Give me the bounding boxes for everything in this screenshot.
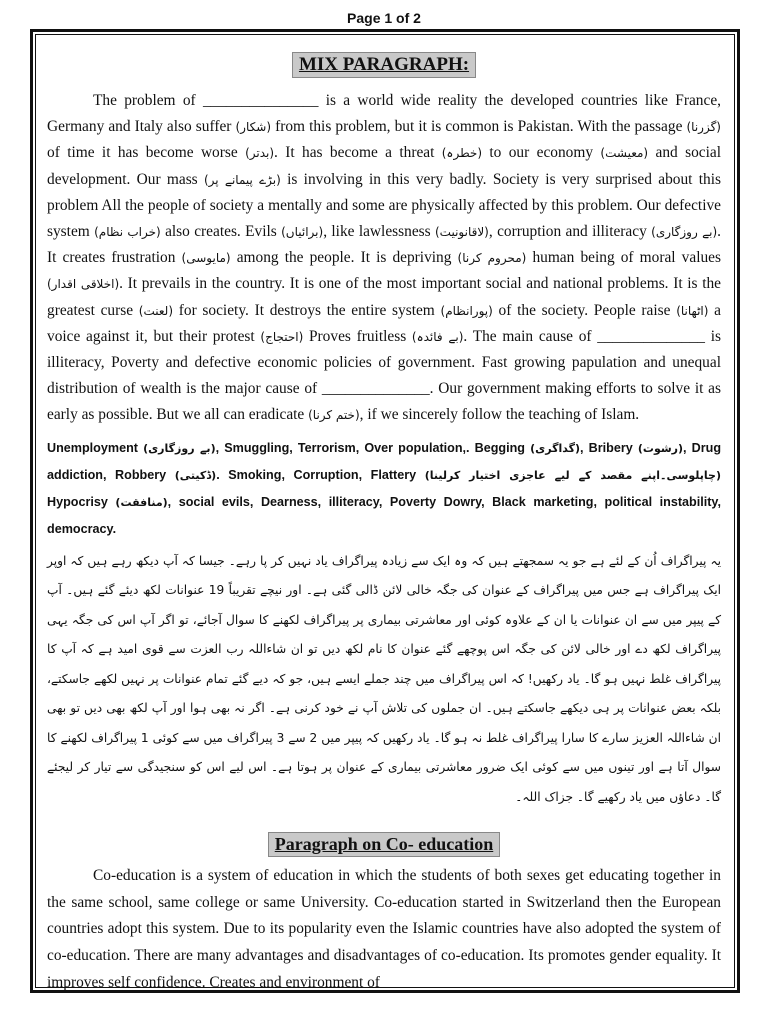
urdu-meaning: (ڈکیتی) — [174, 468, 217, 482]
paragraph-text-segment: of the society. People raise — [492, 301, 677, 319]
paragraph-text-segment: human being of moral values — [526, 249, 721, 267]
paragraph-text-segment: from this problem, but it is common is Pakistan. With the passage — [271, 118, 687, 136]
urdu-meaning: (لعنت) — [138, 303, 174, 318]
urdu-meaning: (مایوسی) — [181, 251, 231, 266]
section-title-mix-paragraph: MIX PARAGRAPH: — [292, 52, 476, 78]
paragraph-text-segment: . It has become a threat — [274, 144, 442, 162]
co-education-paragraph-body: Co-education is a system of education in which the students of both sexes get educating together in the same school, same college or same University. Co-education started in Switzerland then the European countries adopt this system. Due to its popularity even the Islamic countries have also adopted the system of co-education. There are many advantages and disadvantages of co-education. Its promotes gender equality. It improves self confidence. Creates and environment of — [47, 867, 721, 991]
paragraph-text-segment: Proves fruitless — [303, 327, 412, 345]
section-title-co-education: Paragraph on Co- education — [268, 832, 501, 857]
paragraph-text-segment: a voice against it, but their protest — [47, 301, 721, 345]
paragraph-text-segment: for society. It destroys the entire system — [173, 301, 441, 319]
urdu-meaning: (چاپلوسی۔اپنے مقصد کے لیے عاجزی اختیار کرلینا) — [424, 468, 721, 482]
paragraph-text-segment: and social development. Our mass — [47, 144, 721, 188]
paragraph-text-segment: . It creates frustration — [47, 223, 721, 267]
topic-word-segment: . Smoking, Corruption, Flattery — [216, 467, 425, 482]
paragraph-text-segment: The problem of _______________ is a world wide reality the developed countries like France, Germany and Italy also suffer — [47, 92, 721, 136]
paragraph-text-segment: also creates. Evils — [160, 223, 282, 241]
paragraph-text-segment: of time it has become worse — [47, 144, 246, 162]
paragraph-text-segment: , corruption and illiteracy — [488, 223, 652, 241]
paragraph-text-segment: . It prevails in the country. It is one of the most important social and national problems. It is the greatest curse — [47, 275, 721, 319]
topic-word-segment: Hypocrisy — [47, 494, 116, 509]
urdu-meaning: (برائیاں) — [281, 225, 324, 240]
paragraph-text-segment: among the people. It is depriving — [230, 249, 458, 267]
topic-word-segment: , social evils, Dearness, illiteracy, Poverty Dowry, Black marketing, political instability, democracy. — [47, 494, 721, 536]
urdu-meaning: (منافقت) — [115, 495, 168, 509]
paragraph-text-segment: . The main cause of ______________ is illiteracy, Poverty and defective economic policies of government. Fast growing papulation and unequal distribution of wealth is the major cause of ______________. Our government making efforts to solve it as early as possible. But we all can eradicate — [47, 327, 721, 424]
urdu-meaning: (محروم کرنا) — [457, 251, 527, 266]
page-number-header: Page 1 of 2 — [347, 10, 421, 26]
urdu-meaning: (احتجاج) — [260, 329, 304, 344]
topic-word-segment: , Drug addiction, Robbery — [47, 440, 722, 482]
urdu-meaning: (معیشت) — [600, 146, 649, 161]
urdu-meaning: (بڑے پیمانے پر) — [204, 172, 281, 187]
paragraph-text-segment: to our economy — [482, 144, 601, 162]
urdu-meaning: (پورانظام) — [440, 303, 493, 318]
urdu-meaning: (گداگری) — [530, 441, 581, 455]
urdu-meaning: (بے فائدہ) — [411, 329, 464, 344]
page-content — [47, 52, 721, 996]
urdu-meaning: (گزرنا) — [686, 120, 721, 135]
urdu-meaning: (اٹھانا) — [676, 303, 709, 318]
urdu-meaning: (شکار) — [235, 120, 271, 135]
urdu-meaning: (ختم کرنا) — [308, 408, 360, 423]
mix-paragraph-body — [47, 88, 721, 429]
urdu-meaning: (بے روزگاری) — [651, 225, 718, 240]
urdu-meaning: (خراب نظام) — [94, 225, 161, 240]
paragraph-text-segment: , like lawlessness — [323, 223, 435, 241]
paragraph-text-segment: , if we sincerely follow the teaching of Islam. — [359, 406, 640, 424]
urdu-instruction-note: یہ پیراگراف اُن کے لئے ہے جو یہ سمجھتے ہیں کہ وہ ایک سے زیادہ پیراگراف یاد نہیں کر پا رہے۔ جیسا کہ آپ دیکھ رہے ہیں کہ اوپر ایک پیراگراف ہے جس میں پیراگراف کے عنوان کی جگہ خالی لائن ڈالی گئی ہے۔ اور نیچے تقریباً 19 عنوانات لکھ دیئے گئے ہیں۔ آپ کے پیپر میں سے ان عنوانات یا ان کے علاوہ کوئی اور معاشرتی بیماری پر پیراگراف لکھنے کا سوال آجائے، تو اگر آپ اس کی جگہ یہی پیراگراف لکھ دے اور خالی لائن کی جگہ اس پوچھے گئے عنوان کا نام لکھ دیں تو ان شاءاللہ رب العزت سے قوی امید ہے کہ آپ کا پیراگراف غلط نہیں ہو گا۔ یاد رکھیں! کہ اس پیراگراف میں چند جملے ایسے ہیں، جو کہ دیے گئے تمام عنوانات پر نہیں لکھے جاسکتے، بلکہ بعض عنوانات پر ہی دیکھے جاسکتے ہیں۔ ان جملوں کی تلاش آپ نے خود کرنی ہے۔ اگر نہ بھی ہوا اور آپ لکھ بھی دیں تو بھی ان شاءاللہ العزیز سارے کا سارا پیراگراف غلط نہ ہو گا۔ یاد رکھیں کہ پیپر میں 2 سے 3 پیراگراف میں سے کوئی 1 پیراگراف لکھنے کا سوال آتا ہے اور تینوں میں سے کوئی ایک ضرور معاشرتی بیماری کے عنوان پر ہوتا ہے۔ اس لیے اس کو سنجیدگی سے تیار کر لیجئے گا۔ دعاؤں میں یاد رکھیے گا۔ جزاک اللہ۔ — [47, 553, 721, 804]
urdu-meaning: (اخلاقی اقدار) — [47, 277, 120, 292]
topic-word-list — [47, 435, 721, 543]
topic-word-segment: Unemployment — [47, 440, 144, 455]
urdu-meaning: (بدتر) — [245, 146, 275, 161]
urdu-meaning: (بے روزگاری) — [143, 441, 216, 455]
urdu-meaning: (لاقانونیت) — [434, 225, 489, 240]
topic-word-segment: , Smuggling, Terrorism, Over population,. Begging — [215, 440, 531, 455]
paragraph-text-segment: is involving in this very badly. Society is very surprised about this problem All the people of society a mentally and some are physically affected by this problem. Our defective system — [47, 170, 721, 241]
topic-word-segment: , Bribery — [580, 440, 638, 455]
urdu-meaning: (خطرہ) — [441, 146, 483, 161]
urdu-meaning: (رشوت) — [637, 441, 684, 455]
